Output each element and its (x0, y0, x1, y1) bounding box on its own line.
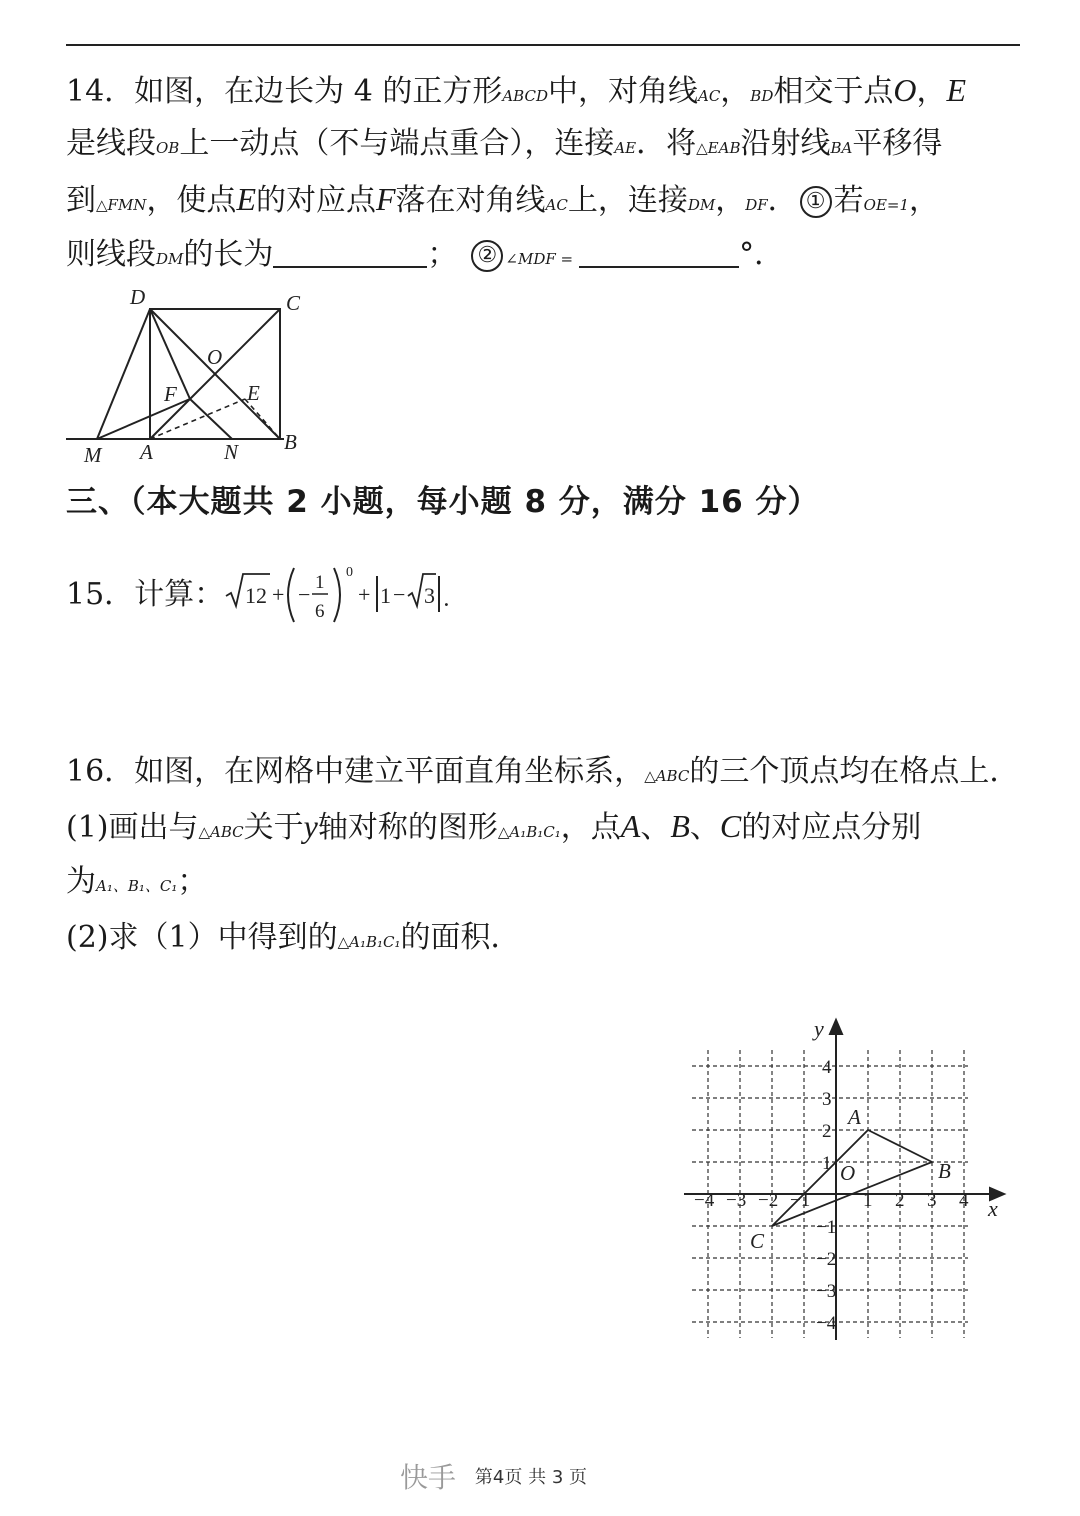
figure-14-square (60, 282, 320, 472)
watermark-text: 快手 (400, 1461, 457, 1494)
top-rule (66, 44, 1020, 46)
svg-text:+: + (358, 582, 371, 607)
segment-eb-dashed (245, 399, 280, 439)
svg-text:−: − (393, 582, 406, 607)
svg-text:1: 1 (315, 572, 325, 593)
x-tick-label: −4 (694, 1190, 715, 1211)
y-tick-label: 4 (822, 1057, 832, 1078)
y-tick-label: −4 (816, 1313, 837, 1334)
q15-label: 15．计算： (66, 577, 225, 612)
label-O: O (207, 345, 223, 369)
svg-text:．: ． (443, 586, 466, 611)
point-label-A: A (848, 1105, 861, 1129)
y-tick-label: −2 (816, 1249, 837, 1270)
y-tick-label: 2 (822, 1121, 832, 1142)
point-label-B: B (938, 1159, 951, 1183)
label-C: C (286, 291, 301, 315)
q15-expression (222, 560, 466, 630)
point-label-C: C (750, 1229, 765, 1253)
segment-fn (190, 399, 232, 439)
label-N: N (224, 440, 239, 464)
svg-text:3: 3 (424, 583, 435, 608)
svg-text:1: 1 (380, 583, 391, 608)
x-tick-label: 4 (959, 1190, 969, 1211)
q16-line-3: 为A₁、B₁、C₁； (66, 864, 208, 899)
x-tick-label: −1 (790, 1190, 811, 1211)
label-M: M (84, 443, 102, 467)
svg-text:−: − (298, 582, 311, 607)
q14-line-2: 是线段OB上一动点（不与端点重合），连接AE．将△EAB沿射线BA平移得 (66, 126, 943, 161)
y-tick-label: 1 (822, 1153, 832, 1174)
x-tick-label: −3 (726, 1190, 747, 1211)
answer-blank-2[interactable] (579, 236, 739, 268)
label-F: F (164, 382, 177, 406)
x-tick-label: 2 (895, 1190, 905, 1211)
q14-line-4: 则线段DM的长为 ； ② ∠MDF = °． (66, 237, 785, 272)
y-tick-label: −1 (816, 1217, 837, 1238)
label-A: A (140, 440, 153, 464)
q16-line-4: (2)求（1）中得到的△A₁B₁C₁的面积． (66, 920, 521, 955)
q16-line-1: 16．如图，在网格中建立平面直角坐标系，△ABC的三个顶点均在格点上． (66, 754, 1020, 789)
x-tick-label: −2 (758, 1190, 779, 1211)
figure-16-coordinate-grid (670, 1010, 1020, 1350)
y-tick-label: −3 (816, 1281, 837, 1302)
circled-1-label: ① (800, 186, 832, 218)
label-E: E (247, 381, 260, 405)
svg-text:0: 0 (346, 565, 353, 580)
answer-blank-1[interactable] (273, 236, 427, 268)
svg-text:+: + (272, 582, 285, 607)
origin-label: O (840, 1161, 856, 1185)
label-D: D (130, 285, 146, 309)
page-number: 第4页 共 3 页 (474, 1467, 587, 1488)
x-axis-label: x (988, 1196, 998, 1221)
q16-line-2: (1)画出与△ABC关于y轴对称的图形△A₁B₁C₁，点A、B、C的对应点分别 (66, 808, 922, 845)
x-tick-label: 1 (863, 1190, 873, 1211)
q14-line-1: 14．如图，在边长为 4 的正方形ABCD中，对角线AC，BD相交于点O，E (66, 72, 967, 109)
x-tick-label: 3 (927, 1190, 937, 1211)
left-paren (288, 568, 294, 622)
right-paren (334, 568, 340, 622)
svg-text:6: 6 (315, 601, 325, 622)
circled-2-label: ② (471, 240, 503, 272)
section-3-heading: 三、（本大题共 2 小题，每小题 8 分，满分 16 分） (66, 484, 820, 520)
y-tick-label: 3 (822, 1089, 832, 1110)
q14-line-3: 到△FMN，使点E的对应点F落在对角线AC上，连接DM，DF． ① 若OE=1， (66, 181, 940, 218)
label-B: B (284, 430, 297, 454)
y-axis-label: y (814, 1016, 824, 1041)
y-axis-arrow (830, 1020, 842, 1034)
page-footer (400, 1456, 587, 1496)
svg-text:12: 12 (245, 583, 267, 608)
